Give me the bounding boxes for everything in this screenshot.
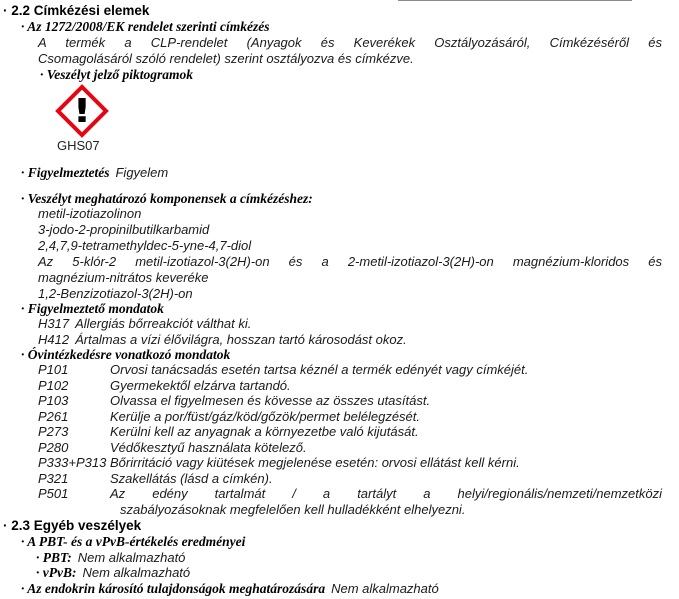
pbt-result-row	[0, 550, 679, 566]
endocrine-value: Nem alkalmazható	[331, 580, 439, 596]
h-statements-heading-row	[0, 302, 679, 316]
bullet: ·	[36, 565, 40, 580]
h-code: H317	[38, 316, 70, 331]
component-item: 2,4,7,9-tetramethyldec-5-yne-4,7-diol	[38, 238, 252, 253]
p-statement-row	[0, 393, 679, 409]
page-edge-line	[398, 0, 632, 1]
bullet: ·	[21, 191, 25, 206]
endocrine-label: Az endokrin károsító tulajdonságok meghatározására	[27, 580, 326, 596]
p-statement-row	[0, 455, 679, 471]
bullet: ·	[21, 534, 25, 549]
signal-word-row	[0, 165, 679, 180]
component-item: metil-izotiazolinon	[38, 206, 142, 221]
p-text: Bőrirritáció vagy kiütések megjelenése esetén: orvosi ellátást kell kérni.	[110, 455, 520, 470]
p-statement-row	[0, 440, 679, 456]
p-statements-heading-row	[0, 347, 679, 362]
p-text: Szakellátás (lásd a címkén).	[110, 470, 273, 486]
bullet: ·	[3, 3, 8, 18]
clp-line-1: A termék a CLP-rendelet (Anyagok és Keverékek Osztályozásáról, Címkézéséről és	[38, 35, 662, 50]
pbt-assessment-heading-row	[0, 534, 679, 550]
section-2-2-title: 2.2 Címkézési elemek	[11, 3, 150, 18]
ghs07-pictogram	[55, 84, 109, 138]
signal-word-label: Figyelmeztetés	[27, 165, 110, 180]
bullet: ·	[21, 301, 25, 316]
component-mixture-line-1: Az 5-klór-2 metil-izotiazol-3(2H)-on és a 2-metil-izotiazol-3(2H)-on magnézium-kloridos és	[38, 254, 662, 269]
p-code: P103	[38, 393, 69, 408]
pictograms-heading-row	[0, 67, 679, 82]
p-code: P501	[38, 486, 69, 501]
bullet: ·	[36, 549, 40, 565]
p-text: Orvosi tanácsadás esetén tartsa kéznél a termék edényét vagy címkéjét.	[110, 362, 529, 377]
endocrine-row	[0, 581, 679, 597]
p-text: Védőkesztyű használata kötelező.	[110, 439, 307, 455]
section-2-2-header	[0, 2, 679, 19]
components-heading-row	[0, 191, 679, 206]
component-item: 1,2-Benzizotiazol-3(2H)-on	[38, 286, 193, 301]
p-statement-row	[0, 471, 679, 487]
p-code: P280	[38, 439, 69, 455]
p-statements-heading: Óvintézkedésre vonatkozó mondatok	[27, 347, 231, 362]
p-text: Kerülje a por/füst/gáz/köd/gőzök/permet belélegzését.	[110, 408, 421, 424]
p-text: Gyermekektől elzárva tartandó.	[110, 377, 291, 393]
p-code: P102	[38, 377, 69, 393]
bullet: ·	[21, 165, 25, 180]
h-statement-row	[0, 332, 679, 348]
p-statement-row	[0, 378, 679, 394]
component-item: 3-jodo-2-propinilbutilkarbamid	[38, 222, 210, 237]
pictograms-heading: Veszélyt jelző piktogramok	[46, 67, 193, 82]
pbt-assessment-heading: A PBT- és a vPvB-értékelés eredményei	[27, 534, 246, 549]
p-code: P261	[38, 408, 69, 424]
vpvb-result-row	[0, 565, 679, 581]
component-mixture-line-2: magnézium-nitrátos keveréke	[38, 270, 209, 285]
p-code: P321	[38, 470, 69, 486]
clp-paragraph	[0, 35, 679, 67]
h-text: Ártalmas a vízi élővilágra, hosszan tartó károsodást okoz.	[75, 331, 407, 347]
bullet: ·	[21, 580, 25, 596]
p-text: Olvassa el figyelmesen és kövesse az összes utasítást.	[110, 393, 431, 408]
vpvb-value: Nem alkalmazható	[82, 565, 191, 580]
p-code: P333+P313	[38, 455, 107, 470]
section-2-3-header	[0, 517, 679, 534]
signal-word-value: Figyelem	[115, 165, 169, 180]
p-statement-row	[0, 409, 679, 425]
clp-line-2: Csomagolásáról szóló rendelet) szerint osztályozva és címkézve.	[38, 51, 414, 66]
p-code: P273	[38, 424, 69, 439]
p501-line-1: Az edény tartalmát / a tartályt a helyi/regionális/nemzeti/nemzetközi	[110, 486, 662, 501]
bullet: ·	[40, 67, 44, 82]
components-heading: Veszélyt meghatározó komponensek a címkézéshez:	[27, 191, 313, 206]
bullet: ·	[3, 518, 8, 533]
h-statement-row	[0, 316, 679, 332]
h-statements-heading: Figyelmeztető mondatok	[27, 301, 164, 316]
p501-line-2: szabályozásoknak megfelelően kell hulladékként elhelyezni.	[120, 501, 466, 517]
bullet: ·	[21, 347, 25, 362]
pbt-label: PBT:	[42, 549, 72, 565]
p-statement-row	[0, 362, 679, 378]
regulation-heading: Az 1272/2008/EK rendelet szerinti címkézés	[27, 19, 270, 34]
p-code: P101	[38, 362, 69, 377]
pbt-value: Nem alkalmazható	[77, 549, 186, 565]
h-code: H412	[38, 331, 70, 347]
p501-description	[110, 486, 662, 517]
section-2-3-title: 2.3 Egyéb veszélyek	[11, 518, 142, 533]
exclamation-mark-icon: !	[72, 90, 92, 130]
ghs07-code-label: GHS07	[57, 138, 100, 153]
p-statement-row-p501	[0, 486, 679, 517]
vpvb-label: vPvB:	[42, 565, 77, 580]
h-text: Allergiás bőrreakciót válthat ki.	[75, 316, 252, 331]
regulation-heading-row	[0, 19, 679, 35]
p-text: Kerülni kell az anyagnak a környezetbe való kijutását.	[110, 424, 419, 439]
bullet: ·	[21, 19, 25, 34]
component-mixture-paragraph	[0, 254, 679, 286]
p-statement-row	[0, 424, 679, 440]
